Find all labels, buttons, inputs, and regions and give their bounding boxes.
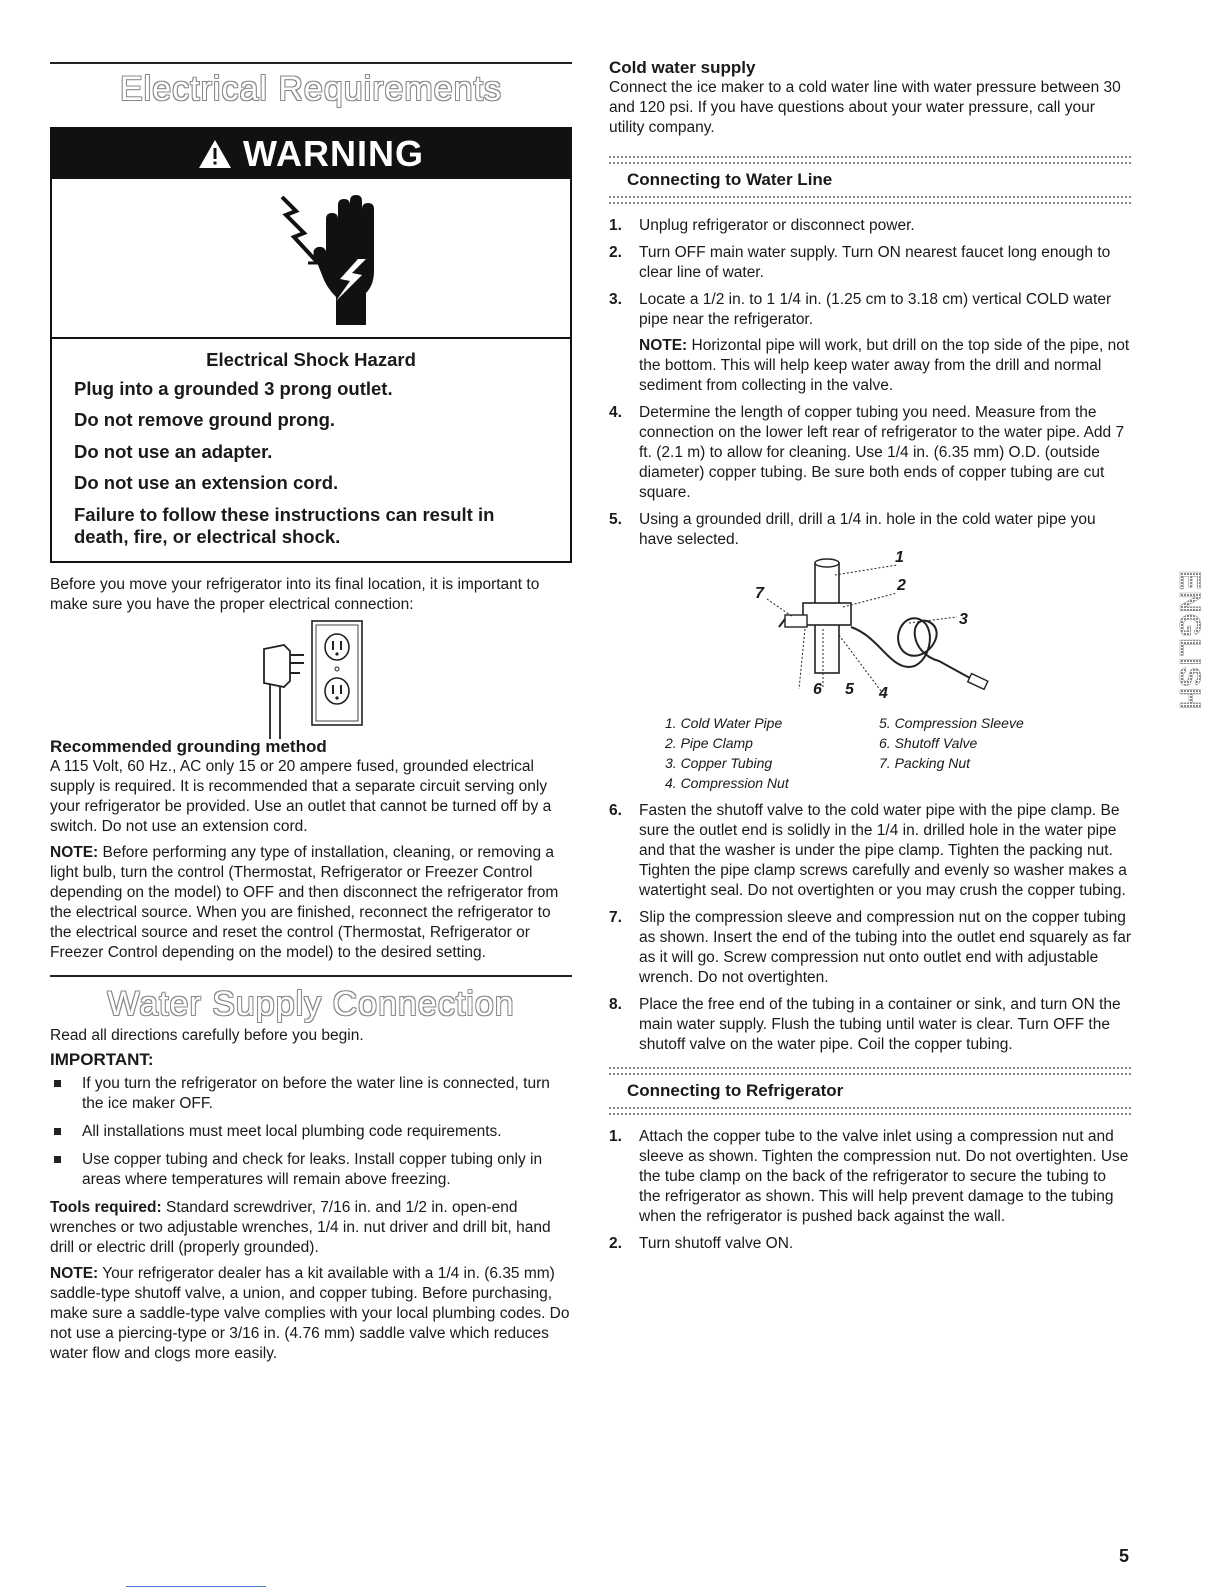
legend-item: 1. Cold Water Pipe: [665, 715, 783, 731]
water-intro: Read all directions carefully before you begin.: [50, 1026, 364, 1044]
callout-4: 4: [879, 685, 888, 702]
list-item: [609, 290, 1131, 396]
cold-water-text: Connect the ice maker to a cold water line with water pressure between 30 and 120 psi. If you have questions about your water pressure, call your utility company.: [609, 79, 1121, 136]
language-side-tab: [1156, 566, 1206, 760]
hazard-line-1: Plug into a grounded 3 prong outlet.: [74, 377, 393, 399]
step-text: Determine the length of copper tubing you need. Measure from the connection on the lower left rear of refrigerator to the water pipe. Add 7 ft. (2.1 m) to allow for cleaning. Use 1/4 in. (6.35 mm) O.D. (outside diameter) copper tubing. Be sure both ends of copper tubing are cut square.: [639, 404, 1125, 501]
warning-label: WARNING: [243, 133, 424, 174]
list-item: [50, 1074, 572, 1114]
list-item: [609, 995, 1131, 1055]
note-label: NOTE:: [50, 843, 99, 861]
shutoff-valve-diagram: [609, 557, 1131, 713]
legend-item: 2. Pipe Clamp: [665, 735, 753, 751]
page-number: 5: [1119, 1546, 1130, 1566]
callout-5: 5: [845, 681, 854, 698]
tools-label: Tools required:: [50, 1198, 162, 1216]
list-item: [609, 403, 1131, 503]
list-item: [609, 243, 1131, 283]
water-note: [50, 1264, 572, 1364]
step-text: Slip the compression sleeve and compression nut on the copper tubing as shown. Insert the end of the tubing into the outlet end squarely as far as it will go. Screw compression nut onto outlet end with adjustable wrench. Do not overtighten.: [639, 909, 1132, 986]
dotted-divider: [609, 156, 1131, 164]
electrical-note-text: Before performing any type of installation, cleaning, or removing a light bulb, turn the control (Thermostat, Refrigerator or Freezer Control depending on the model) to OFF and then disconnect the refrigerator from the electrical source. When you are finished, reconnect the refrigerator to the electrical source and reset the control (Thermostat, Refrigerator or Freezer Control depending on the model) to the desired setting.: [50, 843, 559, 961]
tools-required: [50, 1198, 572, 1258]
warning-box: [50, 127, 572, 563]
list-item: [609, 510, 1131, 550]
hazard-line-4: Do not use an extension cord.: [74, 472, 339, 494]
step-number: 8.: [609, 996, 622, 1013]
note-label: NOTE:: [639, 337, 688, 354]
legend-item: 6. Shutoff Valve: [879, 735, 978, 751]
step-number: 1.: [609, 217, 622, 234]
note-label: NOTE:: [50, 1264, 99, 1282]
legend-item: 3. Copper Tubing: [665, 755, 773, 771]
step-number: 5.: [609, 511, 622, 528]
bullet-square-icon: [54, 1080, 61, 1087]
right-column: [609, 58, 1131, 1261]
hazard-line-5: Failure to follow these instructions can result in death, fire, or electrical shock.: [74, 503, 495, 548]
legend-item: 7. Packing Nut: [879, 755, 971, 771]
side-tab-label: ENGLISH: [1173, 570, 1206, 711]
step-number: 7.: [609, 909, 622, 926]
list-item: [609, 801, 1131, 901]
step-text: Locate a 1/2 in. to 1 1/4 in. (1.25 cm to 3.18 cm) vertical COLD water pipe near the refrigerator.: [639, 291, 1112, 328]
list-item: [609, 1234, 1131, 1254]
list-item: [609, 216, 1131, 236]
section-rule: [50, 62, 572, 64]
step-number: 2.: [609, 244, 622, 261]
step-text: Turn OFF main water supply. Turn ON nearest faucet long enough to clear line of water.: [639, 244, 1111, 281]
legend-item: 5. Compression Sleeve: [879, 715, 1024, 731]
step-text: Turn shutoff valve ON.: [639, 1235, 794, 1252]
step-text: Unplug refrigerator or disconnect power.: [639, 217, 915, 234]
warning-text: [52, 339, 570, 561]
grounding-heading: Recommended grounding method: [50, 736, 327, 756]
dotted-divider: [609, 1067, 1131, 1075]
electrical-note: [50, 843, 572, 963]
callout-2: 2: [897, 577, 906, 594]
bullet-text: All installations must meet local plumbing code requirements.: [82, 1122, 502, 1140]
bullet-square-icon: [54, 1156, 61, 1163]
refrigerator-steps: [609, 1127, 1131, 1254]
callout-1: 1: [895, 549, 904, 566]
bullet-text: Use copper tubing and check for leaks. Install copper tubing only in areas where temperatures will remain above freezing.: [82, 1150, 543, 1188]
water-note-text: Your refrigerator dealer has a kit available with a 1/4 in. (6.35 mm) saddle-type shutoff valve, a union, and copper tubing. Before purchasing, make sure a saddle-type valve complies with your local plumbing codes. Do not use a piercing-type or 3/16 in. (4.76 mm) saddle valve which reduces water flow and clogs more easily.: [50, 1264, 570, 1362]
cold-water-heading: Cold water supply: [609, 58, 756, 77]
connecting-water-line-heading: Connecting to Water Line: [627, 170, 833, 189]
hazard-line-2: Do not remove ground prong.: [74, 409, 336, 431]
outlet-illustration: [50, 615, 572, 737]
step-number: 1.: [609, 1128, 622, 1145]
step-text: Using a grounded drill, drill a 1/4 in. hole in the cold water pipe you have selected.: [639, 511, 1096, 548]
step-note: [639, 336, 1131, 396]
electrical-intro: Before you move your refrigerator into its final location, it is important to make sure you have the proper electrical connection:: [50, 575, 540, 613]
dotted-divider: [609, 196, 1131, 204]
step-number: 4.: [609, 404, 622, 421]
shock-hazard-graphic: [52, 179, 570, 339]
grounding-text: A 115 Volt, 60 Hz., AC only 15 or 20 ampere fused, grounded electrical supply is required. It is recommended that a separate circuit serving only your refrigerator be provided. Use an outlet that cannot be turned off by a switch. Do not use an extension cord.: [50, 757, 552, 835]
electrical-requirements-title: Electrical Requirements: [119, 70, 503, 108]
connecting-refrigerator-heading: Connecting to Refrigerator: [627, 1081, 844, 1100]
callout-3: 3: [959, 611, 968, 628]
step-text: Place the free end of the tubing in a container or sink, and turn ON the main water supply. Flush the tubing until water is clear. Turn OFF the shutoff valve on the water pipe. Coil the copper tubing.: [639, 996, 1121, 1053]
step-text: Fasten the shutoff valve to the cold water pipe with the pipe clamp. Be sure the outlet end is solidly in the 1/4 in. drilled hole in the water pipe and that the washer is under the pipe clamp. Tighten the packing nut. Tighten the pipe clamp screws carefully and evenly so washer makes a watertight seal. Do not overtighten or you may crush the copper tubing.: [639, 802, 1127, 899]
valve-diagram: [609, 549, 1131, 713]
bullet-square-icon: [54, 1128, 61, 1135]
dotted-divider: [609, 1107, 1131, 1115]
step-number: 6.: [609, 802, 622, 819]
diagram-legend: [665, 713, 1131, 793]
water-line-steps-continued: [609, 801, 1131, 1055]
step-note-text: Horizontal pipe will work, but drill on the top side of the pipe, not the bottom. This will help keep water away from the drill and normal sediment from collecting in the valve.: [639, 337, 1130, 394]
hazard-line-3: Do not use an adapter.: [74, 440, 273, 462]
important-label: IMPORTANT:: [50, 1049, 154, 1069]
left-column: [50, 62, 572, 1364]
water-line-steps: [609, 216, 1131, 550]
warning-triangle-icon: [198, 139, 232, 169]
step-text: Attach the copper tube to the valve inlet using a compression nut and sleeve as shown. Tighten the compression nut. Do not overtighten. Use the tube clamp on the back of the refrigerator to secure the tubing to the refrigerator as shown. This will help prevent damage to the tubing when the refrigerator is pushed back against the wall.: [639, 1128, 1129, 1225]
water-supply-title: Water Supply Connection: [107, 984, 515, 1023]
callout-6: 6: [813, 681, 822, 698]
plug-and-outlet-icon: [256, 619, 376, 739]
list-item: [50, 1150, 572, 1190]
bullet-text: If you turn the refrigerator on before the water line is connected, turn the ice maker OFF.: [82, 1074, 550, 1112]
legend-item: 4. Compression Nut: [665, 775, 789, 791]
section-rule: [50, 975, 572, 977]
warning-header: [52, 129, 570, 179]
tools-text: Standard screwdriver, 7/16 in. and 1/2 in. open-end wrenches or two adjustable wrenches, 1/4 in. nut driver and drill bit, hand drill or electric drill (properly grounded).: [50, 1198, 551, 1256]
list-item: [609, 908, 1131, 988]
step-number: 2.: [609, 1235, 622, 1252]
list-item: [609, 1127, 1131, 1227]
callout-7: 7: [755, 585, 764, 602]
important-list: [50, 1074, 572, 1190]
step-number: 3.: [609, 291, 622, 308]
list-item: [50, 1122, 572, 1142]
electric-shock-hand-icon: [274, 189, 404, 329]
hazard-title: Electrical Shock Hazard: [206, 349, 416, 370]
